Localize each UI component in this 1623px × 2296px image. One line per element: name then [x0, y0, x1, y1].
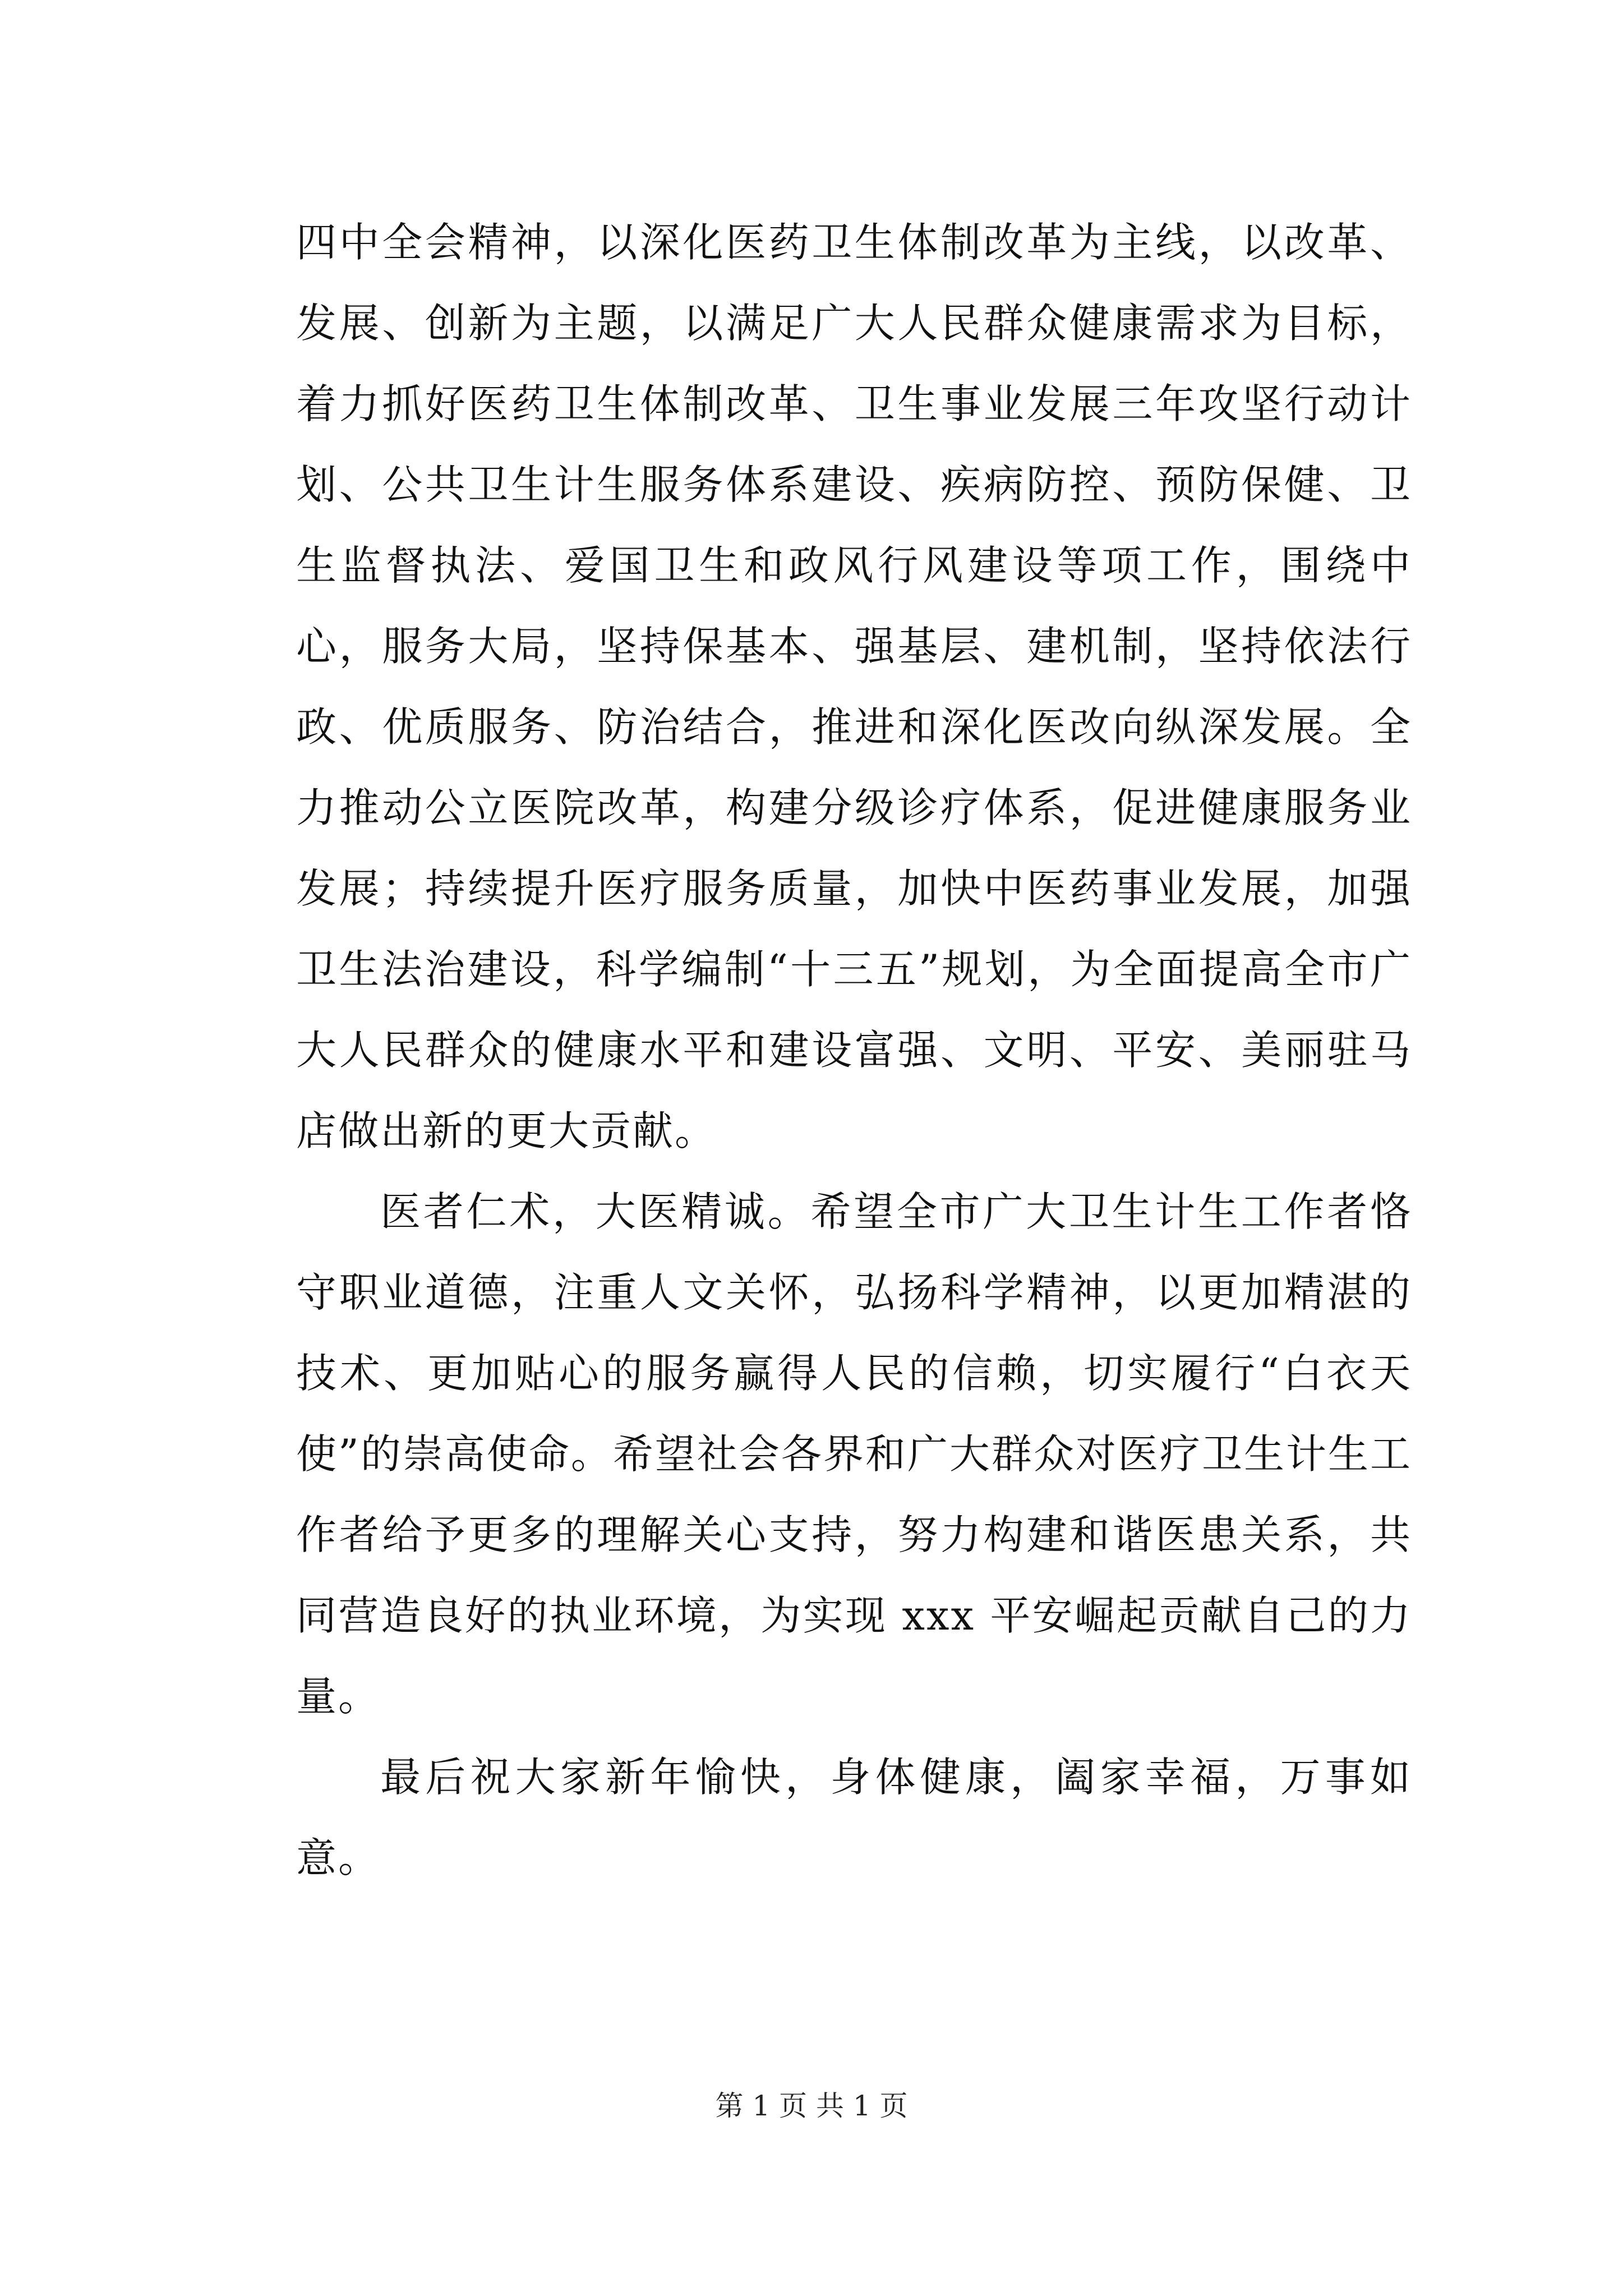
paragraph-closing-wishes: 最后祝大家新年愉快，身体健康，阖家幸福，万事如意。: [296, 1754, 1412, 1881]
document-body: [296, 202, 1412, 1898]
page-footer: [0, 2089, 1623, 2123]
paragraph-physicians: 医者仁术，大医精诚。希望全市广大卫生计生工作者恪守职业道德，注重人文关怀，弘扬科学精神，以更加精湛的技术、更加贴心的服务赢得人民的信赖，切实履行“白衣天使”的崇高使命。希望社会各界和广大群众对医疗卫生计生工作者给予更多的理解关心支持，努力构建和谐医患关系，共同营造良好的执业环境，为实现 xxx 平安崛起贡献自己的力量。: [296, 1188, 1412, 1720]
page-number-label: 第 1 页 共 1 页: [715, 2090, 908, 2122]
paragraph-continuation: 四中全会精神，以深化医药卫生体制改革为主线，以改革、发展、创新为主题，以满足广大人民群众健康需求为目标，着力抓好医药卫生体制改革、卫生事业发展三年攻坚行动计划、公共卫生计生服务体系建设、疾病防控、预防保健、卫生监督执法、爱国卫生和政风行风建设等项工作，围绕中心，服务大局，坚持保基本、强基层、建机制，坚持依法行政、优质服务、防治结合，推进和深化医改向纵深发展。全力推动公立医院改革，构建分级诊疗体系，促进健康服务业发展；持续提升医疗服务质量，加快中医药事业发展，加强卫生法治建设，科学编制“十三五”规划，为全面提高全市广大人民群众的健康水平和建设富强、文明、平安、美丽驻马店做出新的更大贡献。: [296, 219, 1412, 1154]
